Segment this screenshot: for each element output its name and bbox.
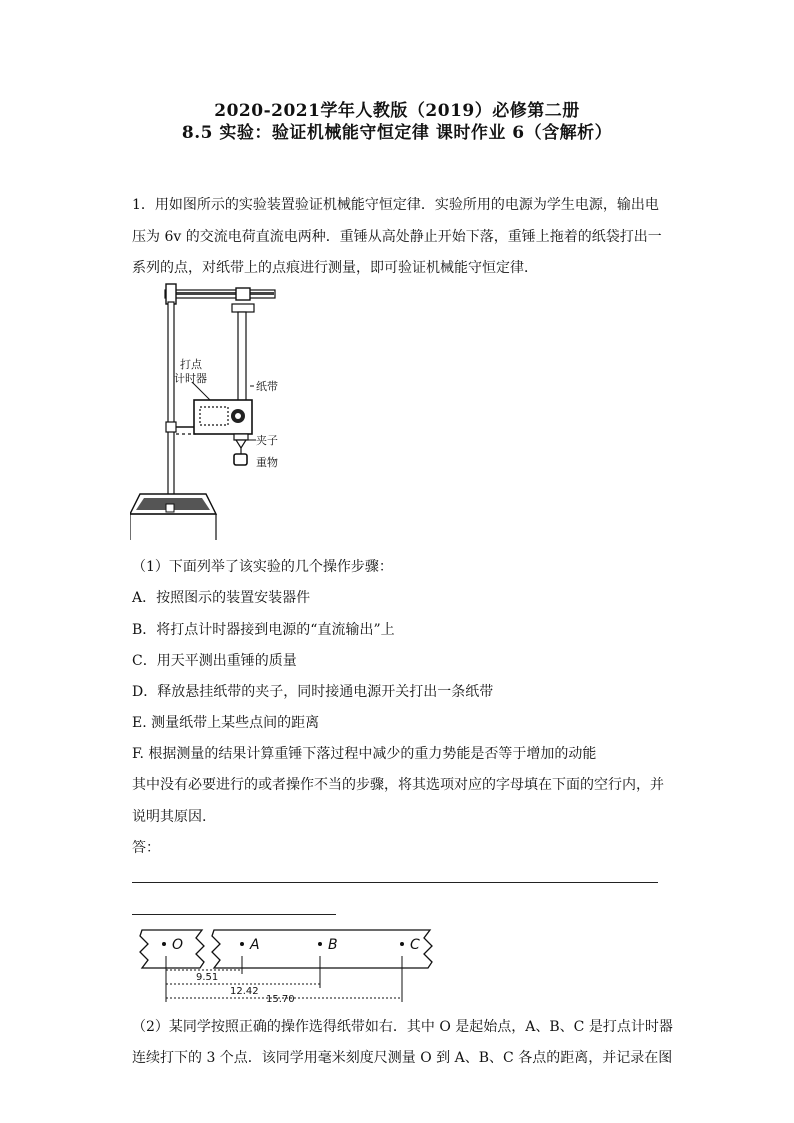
- timer-label-2: 计时器: [174, 372, 207, 385]
- point-a-label: A: [250, 937, 260, 953]
- part-2-line-1: （2）某同学按照正确的操作选得纸带如右．其中 O 是起始点，A、B、C 是打点计时器: [132, 1019, 673, 1035]
- option-f: F. 根据测量的结果计算重锤下落过程中减少的重力势能是否等于增加的动能: [132, 746, 597, 762]
- answer-blank-line-2: [132, 914, 336, 915]
- answer-blank-line-1: [132, 882, 658, 883]
- option-e: E. 测量纸带上某些点间的距离: [132, 715, 320, 731]
- point-o-dot: [162, 942, 166, 946]
- question-1-stem-line-1: 1．用如图所示的实验装置验证机械能守恒定律．实验所用的电源为学生电源，输出电: [132, 197, 659, 213]
- stand-pole: [168, 302, 174, 512]
- point-c-dot: [400, 942, 404, 946]
- timer-label-1: 打点: [180, 358, 202, 371]
- answer-label: 答：: [132, 840, 160, 856]
- instruction-line-2: 说明其原因.: [132, 809, 207, 825]
- paper-title-line-2: 8.5 实验：验证机械能守恒定律 课时作业 6（含解析）: [181, 123, 613, 143]
- option-d: D．释放悬挂纸带的夹子，同时接通电源开关打出一条纸带: [132, 684, 494, 700]
- weight-label: 重物: [256, 456, 278, 469]
- part-1-intro: （1）下面列举了该实验的几个操作步骤：: [132, 559, 393, 575]
- distance-oc: 15.70: [266, 994, 295, 1005]
- tape-holder: [236, 288, 250, 300]
- stand-clamp-mid: [166, 422, 176, 432]
- paper-title-line-1: 2020-2021学年人教版（2019）必修第二册: [214, 101, 580, 121]
- point-o-label: O: [172, 937, 184, 953]
- tape-label: 纸带: [256, 380, 278, 393]
- option-c: C．用天平测出重锤的质量: [132, 653, 297, 669]
- point-c-label: C: [410, 937, 420, 953]
- stand-clamp-top: [166, 284, 176, 304]
- tape-measurement-figure: [134, 922, 454, 1006]
- clip-label: 夹子: [256, 434, 278, 447]
- apparatus-figure: [130, 282, 430, 542]
- point-b-label: B: [328, 937, 338, 953]
- weight: [234, 454, 247, 465]
- clip: [234, 434, 248, 440]
- question-1-stem-line-3: 系列的点，对纸带上的点痕进行测量，即可验证机械能守恒定律．: [132, 260, 538, 276]
- instruction-line-1: 其中没有必要进行的或者操作不当的步骤，将其选项对应的字母填在下面的空行内，并: [132, 777, 664, 793]
- option-a: A．按照图示的装置安装器件: [132, 590, 311, 606]
- point-b-dot: [318, 942, 322, 946]
- option-b: B．将打点计时器接到电源的“直流输出”上: [132, 622, 395, 638]
- distance-ob: 12.42: [230, 986, 259, 997]
- point-a-dot: [240, 942, 244, 946]
- question-1-stem-line-2: 压为 6v 的交流电荷直流电两种．重锤从高处静止开始下落，重锤上拖着的纸袋打出一: [132, 229, 662, 245]
- distance-oa: 9.51: [196, 972, 219, 983]
- part-2-line-2: 连续打下的 3 个点．该同学用毫米刻度尺测量 O 到 A、B、C 各点的距离，并记录在图: [132, 1050, 673, 1066]
